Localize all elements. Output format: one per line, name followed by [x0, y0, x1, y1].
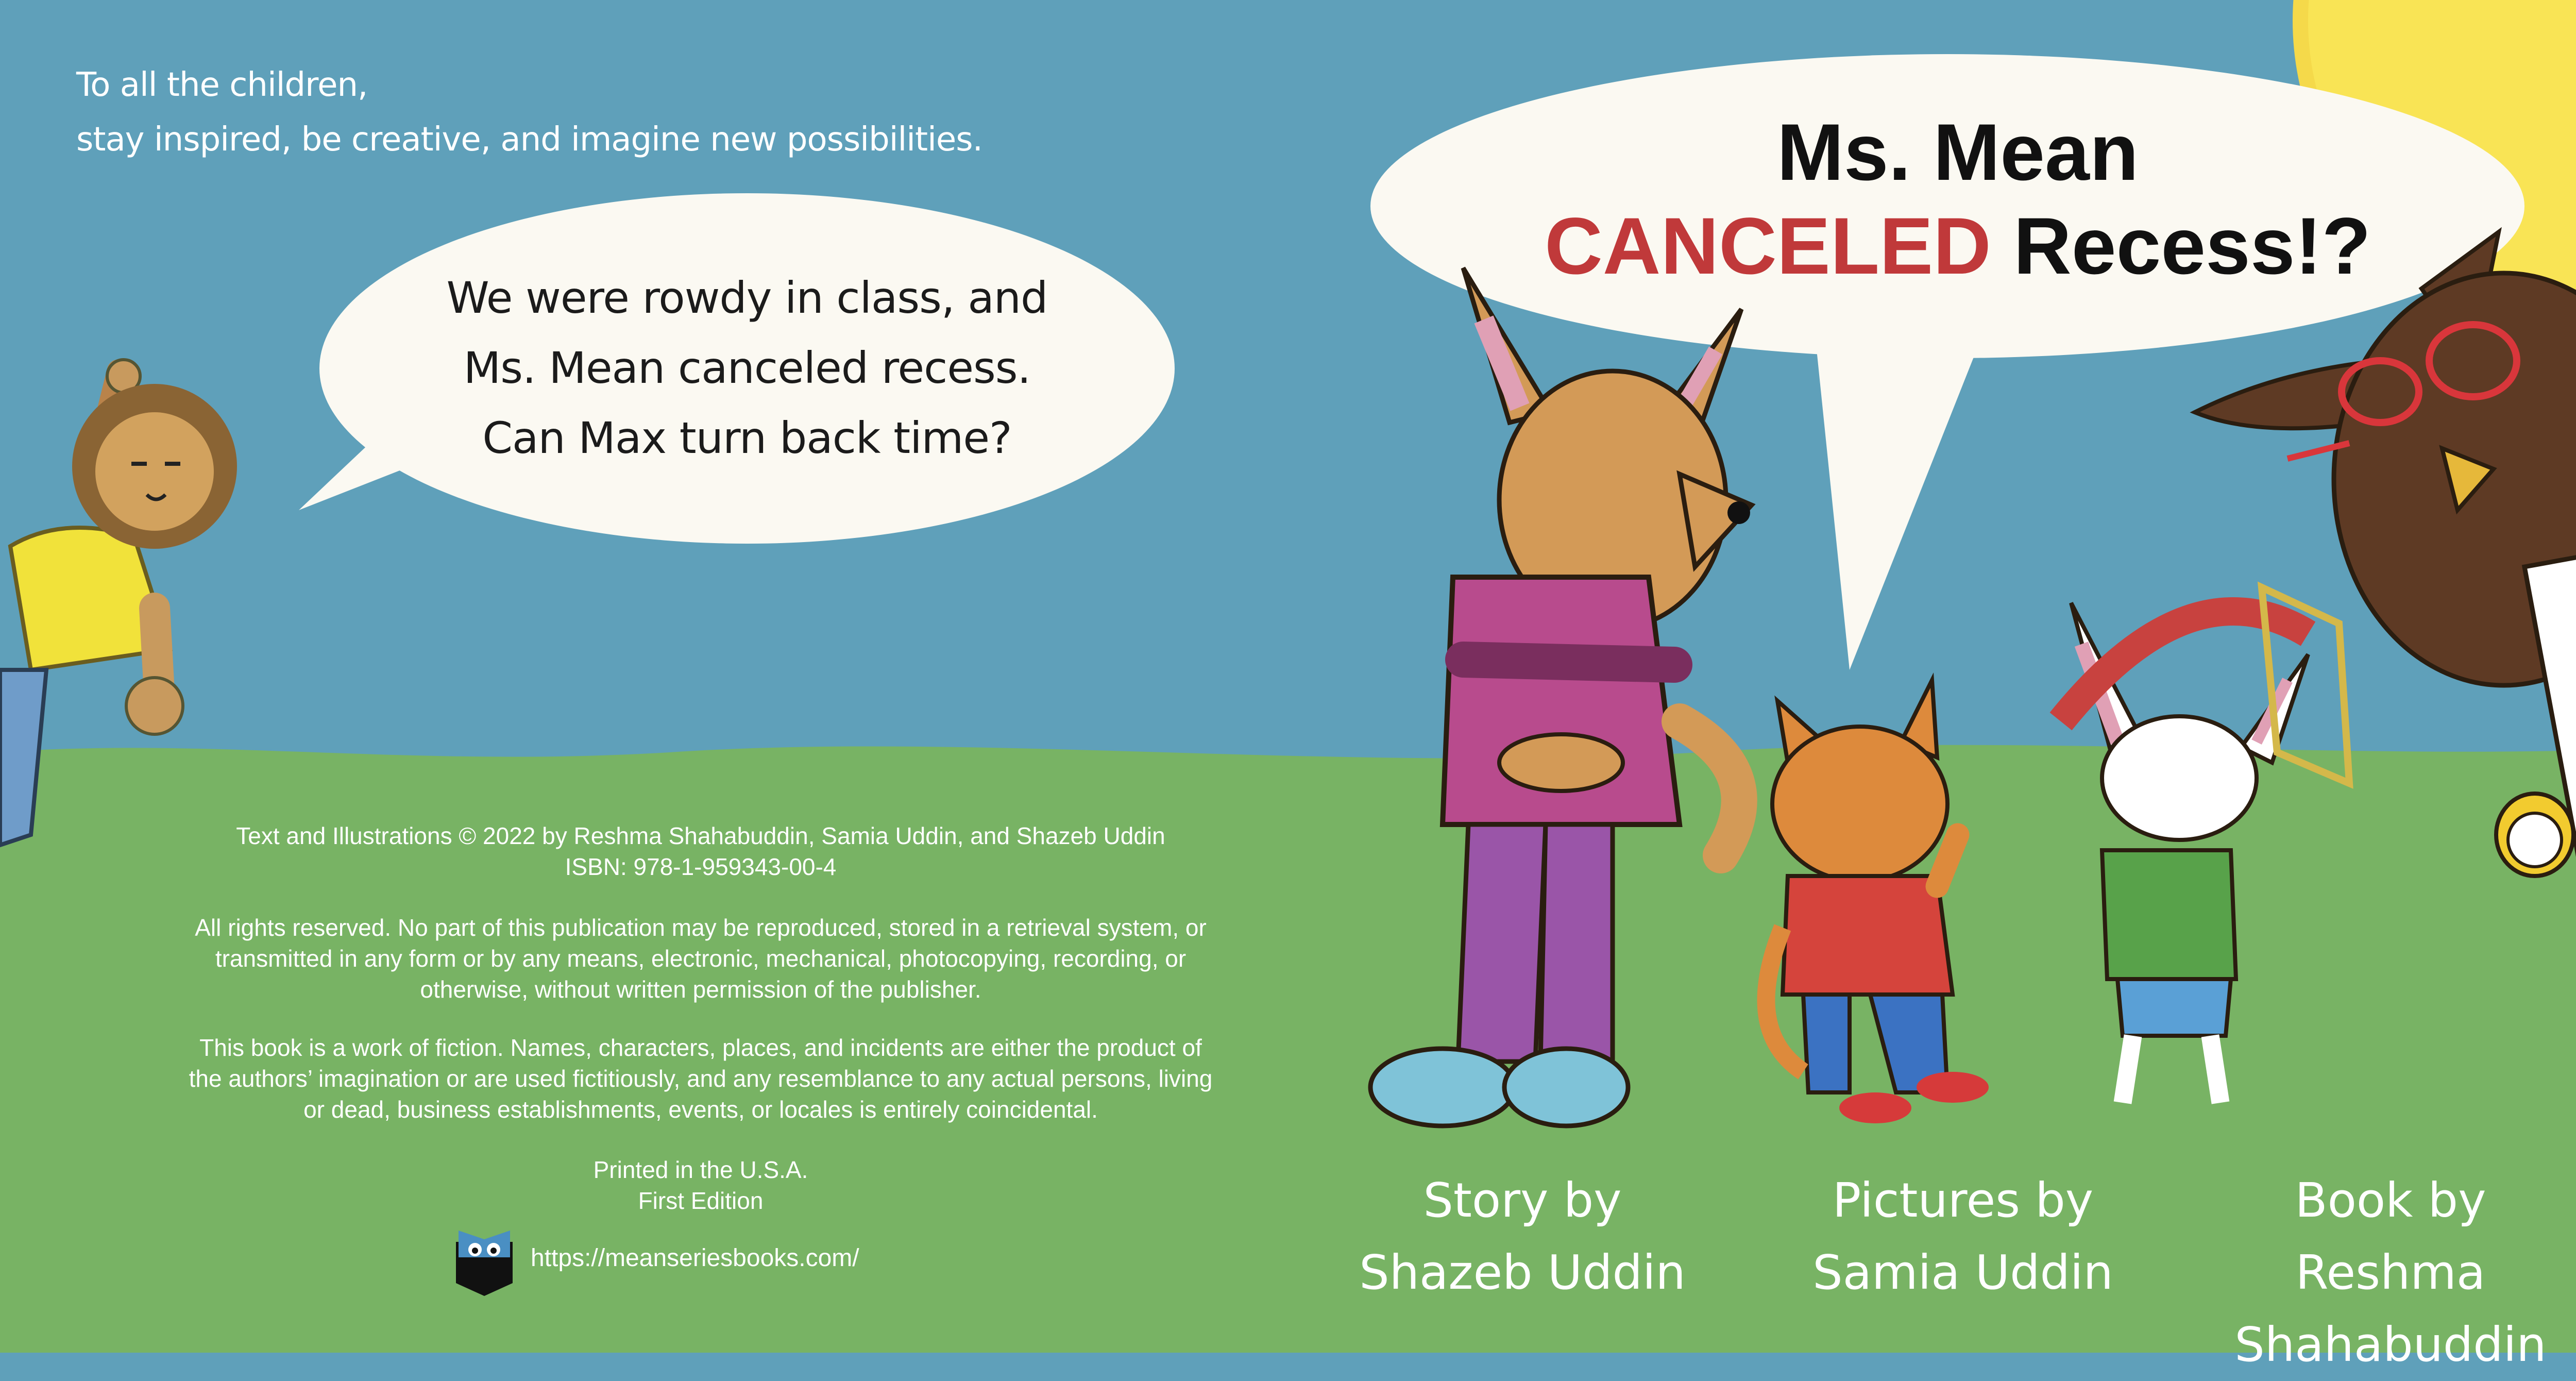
book-label: Book by	[2295, 1173, 2486, 1228]
title-line-1: Ms. Mean	[1776, 108, 2139, 197]
printing-info	[118, 1154, 1283, 1216]
fiction-line: the authors’ imagination or are used fictitiously, and any resemblance to any actual persons, living	[189, 1065, 1213, 1092]
fiction-disclaimer	[118, 1032, 1283, 1125]
pictures-label: Pictures by	[1832, 1173, 2094, 1228]
rights-line: All rights reserved. No part of this publication may be reproduced, stored in a retrieval system, or	[195, 914, 1207, 941]
owl-logo-icon	[456, 1231, 513, 1296]
title-recess: Recess!?	[2013, 201, 2371, 291]
bubble-line: Ms. Mean canceled recess.	[463, 343, 1031, 393]
book-credit	[2159, 1165, 2576, 1381]
edition-line: First Edition	[638, 1187, 764, 1214]
title-canceled: CANCELED	[1545, 201, 1991, 291]
rights-line: otherwise, without written permission of the publisher.	[420, 976, 981, 1003]
book-title	[1391, 106, 2524, 293]
story-author: Shazeb Uddin	[1359, 1245, 1686, 1300]
printed-line: Printed in the U.S.A.	[593, 1156, 808, 1183]
isbn-line: ISBN: 978-1-959343-00-4	[565, 853, 837, 880]
pictures-author: Samia Uddin	[1812, 1245, 2113, 1300]
rights-line: transmitted in any form or by any means, electronic, mechanical, photocopying, recording, or	[215, 945, 1187, 972]
copyright-line: Text and Illustrations © 2022 by Reshma Shahabuddin, Samia Uddin, and Shazeb Uddin	[236, 822, 1165, 849]
story-credit	[1291, 1165, 1754, 1309]
copyright-block	[118, 820, 1283, 882]
rights-block	[118, 912, 1283, 1005]
story-label: Story by	[1423, 1173, 1622, 1228]
dedication-line: stay inspired, be creative, and imagine new possibilities.	[76, 121, 982, 159]
fiction-line: This book is a work of fiction. Names, characters, places, and incidents are either the product of	[199, 1034, 1202, 1061]
dedication	[76, 58, 982, 167]
book-author: Reshma Shahabuddin	[2234, 1245, 2547, 1372]
bubble-line: Can Max turn back time?	[482, 413, 1012, 463]
speech-bubble-left-text	[319, 263, 1175, 473]
pictures-credit	[1731, 1165, 2195, 1309]
website-link[interactable]: https://meanseriesbooks.com/	[531, 1244, 859, 1272]
bubble-line: We were rowdy in class, and	[446, 273, 1048, 323]
dedication-line: To all the children,	[76, 66, 368, 104]
title-line-2	[1391, 199, 2524, 293]
fiction-line: or dead, business establishments, events, or locales is entirely coincidental.	[303, 1096, 1098, 1123]
